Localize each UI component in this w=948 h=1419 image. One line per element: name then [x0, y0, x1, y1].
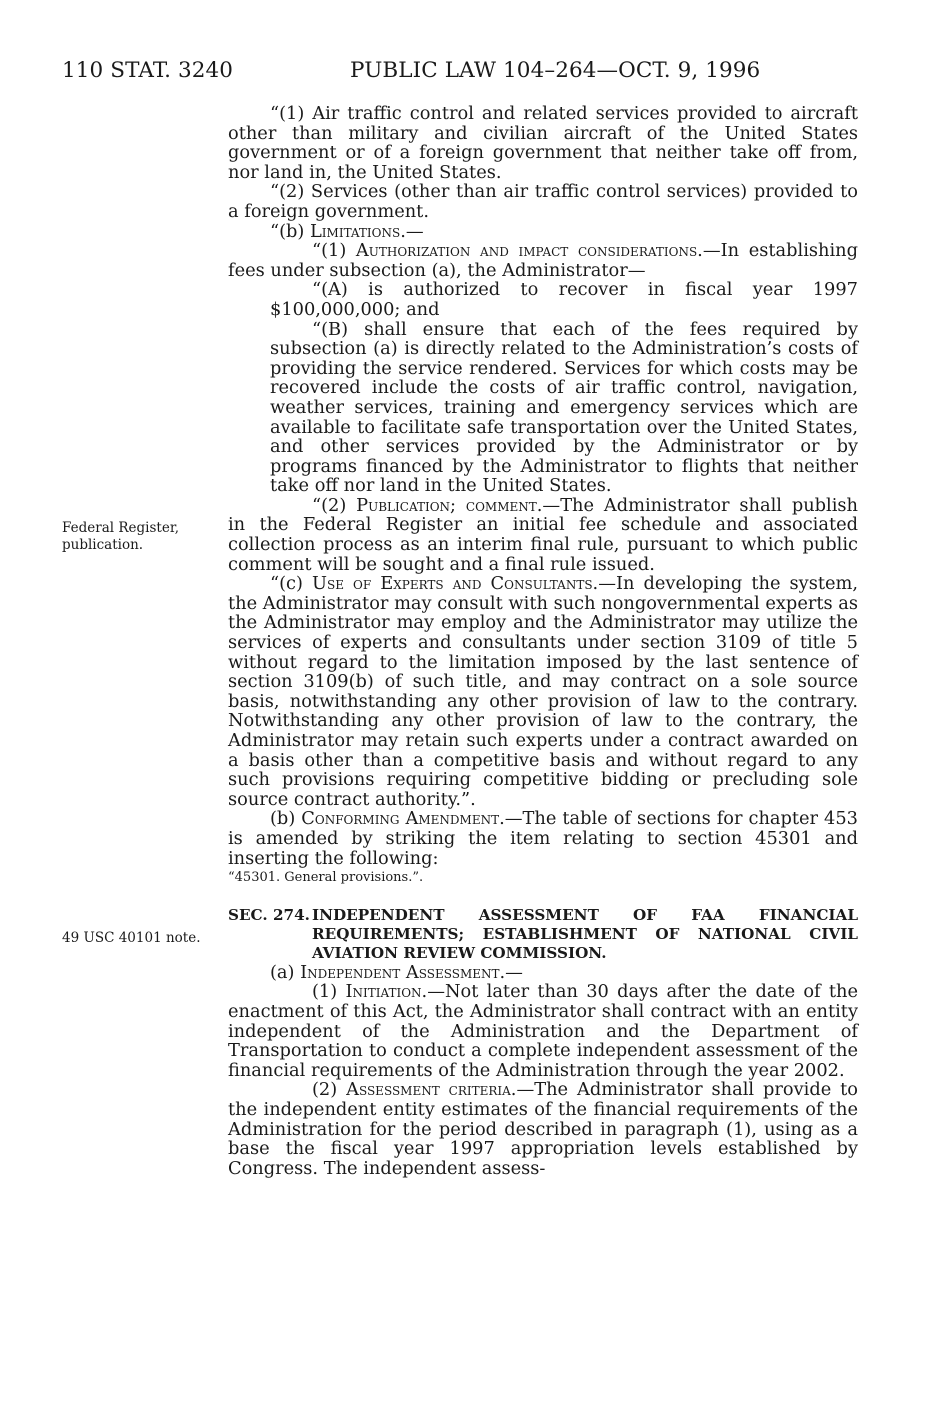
margin-note-federal-register: Federal Register, publication.	[62, 520, 180, 553]
page-citation: 110 STAT. 3240	[62, 58, 234, 83]
heading-limitations: Limitations.—	[310, 220, 424, 242]
heading-authorization: Authorization and impact considerations.	[355, 240, 703, 262]
heading-conforming: Conforming Amendment.	[301, 808, 505, 830]
paragraph-1: “(1) Air traffic control and related services provided to aircraft other than military and civilian aircraft of the United States government or of a foreign government that neither take off from, nor land in, the United States.	[228, 103, 858, 183]
heading-initiation: Initiation.	[345, 981, 428, 1003]
heading-publication: Publication; comment.	[356, 494, 543, 516]
running-head: PUBLIC LAW 104–264—OCT. 9, 1996	[350, 58, 761, 83]
heading-assessment-criteria: Assessment criteria.	[346, 1079, 517, 1101]
paragraph-initiation: (1) Initiation.—Not later than 30 days after the date of the enactment of this Act, the Administrator shall contract with an entity independent of the Administration and the Department of Transportation to conduct a complete independent assessment of the financial requirements of the Administration through the year 2002.	[228, 981, 858, 1081]
paragraph-experts: “(c) Use of Experts and Consultants.—In developing the system, the Administrator may consult with such nongovernmental experts as the Administrator may employ and the Administrator may utilize the services of experts and consultants under section 3109 of title 5 without regard to the limitation imposed by the last sentence of section 3109(b) of such title, and may contract on a sole source basis, notwithstanding any other provision of law to the contrary. Notwithstanding any other provision of law to the contrary, the Administrator may retain such experts under a contract awarded on a basis other than a competitive basis and without regard to any such provisions requiring competitive bidding or precluding sole source contract authority.”.	[228, 573, 858, 810]
paragraph-independent-assessment: (a) Independent Assessment.—	[270, 961, 523, 983]
paragraph-a-authorized: “(A) is authorized to recover in fiscal year 1997 $100,000,000; and	[270, 279, 858, 320]
section-title: INDEPENDENT ASSESSMENT OF FAA FINANCIAL REQUIREMENTS; ESTABLISHMENT OF NATIONAL CIVIL AVIATION REVIEW COMMISSION.	[312, 905, 858, 962]
paragraph-assessment-criteria: (2) Assessment criteria.—The Administrator shall provide to the independent entity estimates of the financial requirements of the Administration for the period described in paragraph (1), using as a base the fiscal year 1997 appropriation levels established by Congress. The independent assess-	[228, 1079, 858, 1179]
paragraph-2: “(2) Services (other than air traffic control services) provided to a foreign government.	[228, 181, 858, 222]
paragraph-conforming: (b) Conforming Amendment.—The table of sections for chapter 453 is amended by striking the item relating to section 45301 and inserting the following:	[228, 808, 858, 869]
heading-independent-assessment: Independent Assessment.—	[300, 961, 523, 983]
section-number: SEC. 274.	[228, 905, 310, 924]
margin-note-usc: 49 USC 40101 note.	[62, 930, 201, 946]
section-heading	[228, 906, 858, 963]
paragraph-authorization: “(1) Authorization and impact considerations.—In establishing fees under subsection (a), the Administrator—	[228, 240, 858, 281]
paragraph-b-ensure: “(B) shall ensure that each of the fees required by subsection (a) is directly related to the Administration’s costs of providing the service rendered. Services for which costs may be recovered include the costs of air traffic control, navigation, weather services, training and emergency services which are available to facilitate safe transportation over the United States, and other services provided by the Administrator or by programs financed by the Administrator to flights that neither take off nor land in the United States.	[270, 318, 858, 497]
document-body	[228, 104, 858, 1178]
heading-experts: Use of Experts and Consultants.	[311, 573, 599, 595]
inserted-item: “45301. General provisions.”.	[228, 870, 424, 886]
paragraph-b-limitations: “(b) Limitations.—	[270, 220, 424, 242]
paragraph-publication: “(2) Publication; comment.—The Administrator shall publish in the Federal Register an initial fee schedule and associated collection process as an interim final rule, pursuant to which public comment will be sought and a final rule issued.	[228, 494, 858, 575]
